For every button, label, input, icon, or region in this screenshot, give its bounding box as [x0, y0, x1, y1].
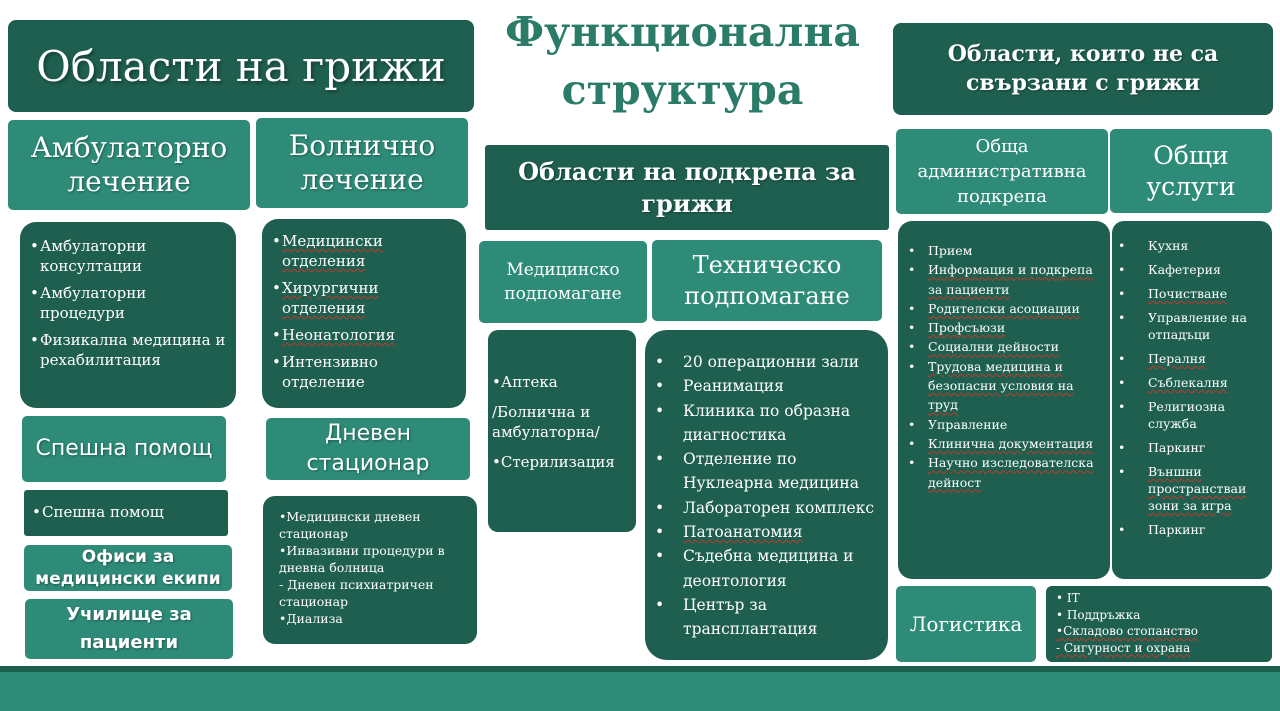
list-item: •Медицински дневен стационар	[279, 509, 421, 541]
list-item: • Амбулаторни консултации	[30, 236, 228, 276]
ambulatory-list	[30, 236, 228, 370]
list-item: Кухня	[1148, 238, 1189, 253]
medical-support-title: Медицинско подпомагане	[504, 260, 622, 304]
page-title-line-2: структура	[561, 66, 804, 114]
technical-support-title-box	[652, 240, 882, 321]
list-item: Родителски асоциации	[928, 300, 1080, 316]
general-services-title-box	[1110, 129, 1272, 213]
list-item: Медицински отделения	[282, 232, 383, 270]
list-item: • Спешна помощ	[32, 503, 228, 521]
hospital-title-box	[256, 118, 468, 208]
non-care-header	[893, 23, 1273, 115]
technical-support-list-box	[645, 330, 888, 660]
list-item: • Поддръжка	[1056, 607, 1141, 622]
list-item: • Амбулаторни процедури	[30, 283, 228, 323]
medical-support-title-box	[479, 241, 647, 323]
list-item: - Сигурност и охрана	[1056, 640, 1191, 655]
support-header-label: Области на подкрепа за грижи	[518, 156, 856, 218]
list-item: Информация и подкрепа за пациенти	[928, 262, 1093, 297]
support-header	[485, 145, 889, 230]
hospital-list-box	[262, 219, 466, 408]
technical-support-title: Техническо подпомагане	[684, 250, 850, 310]
list-item: Реанимация	[683, 377, 784, 396]
medical-support-list-box	[488, 330, 636, 532]
list-item: •Инвазивни процедури в дневна болница	[279, 543, 445, 575]
list-item: Религиозна служба	[1148, 399, 1226, 431]
day-stationary-title: Дневен стационар	[306, 421, 430, 476]
list-item: •Стерилизация	[492, 453, 615, 471]
care-areas-header-label: Области на грижи	[36, 41, 446, 91]
list-item: •Складово стопанство	[1056, 624, 1199, 638]
emergency-item-box	[24, 490, 228, 536]
list-item: Патоанатомия	[683, 523, 803, 542]
school-label: Училище за пациенти	[66, 604, 192, 653]
list-item: Външни пространстваи зони за игра	[1148, 464, 1247, 513]
list-item: 20 операционни зали	[683, 353, 860, 371]
list-item: Център за трансплантация	[683, 595, 818, 639]
list-item: Управление	[928, 416, 1008, 432]
emergency-title-box	[22, 416, 226, 482]
list-item: Съблекалня	[1148, 375, 1228, 390]
list-item: Съдебна медицина и деонтология	[683, 547, 854, 590]
list-item: - Дневен психиатричен стационар	[279, 577, 434, 609]
logistics-list-box	[1046, 586, 1272, 662]
list-item: Паркинг	[1148, 440, 1206, 455]
hospital-list	[272, 231, 458, 392]
list-item: Трудова медицина и безопасни условия на труд	[928, 358, 1074, 413]
list-item: Кафетерия	[1148, 262, 1221, 277]
non-care-header-label: Области, които не са свързани с грижи	[947, 41, 1219, 96]
list-item: Отделение по Нуклеарна медицина	[683, 450, 859, 493]
general-services-list-box	[1112, 221, 1272, 579]
ambulatory-title-box	[8, 120, 250, 210]
day-stationary-title-box	[266, 418, 470, 480]
list-item: Пералня	[1148, 351, 1206, 366]
list-item: Неонатология	[282, 326, 396, 344]
page-title-line-1: Функционална	[505, 8, 860, 56]
admin-support-title-box	[896, 129, 1108, 214]
list-item: Управление на отпадъци	[1148, 310, 1248, 342]
offices-box	[24, 545, 232, 591]
care-areas-header	[8, 20, 474, 112]
footer-bar	[0, 672, 1280, 711]
list-item: Прием	[928, 243, 973, 258]
list-item: Почистване	[1148, 286, 1228, 301]
list-item: Лабораторен комплекс	[683, 498, 875, 517]
emergency-title: Спешна помощ	[35, 436, 213, 461]
ambulatory-list-box	[20, 222, 236, 408]
list-item: Научно изследователска дейност	[928, 455, 1094, 490]
logistics-title: Логистика	[909, 612, 1023, 636]
logistics-title-box	[896, 586, 1036, 662]
offices-label: Офиси за медицински екипи	[35, 547, 221, 589]
list-item: /Болнична и амбулаторна/	[492, 403, 600, 441]
hospital-title: Болнично лечение	[288, 129, 436, 196]
list-item: Клинична документация	[928, 435, 1094, 451]
list-item: Паркинг	[1148, 522, 1206, 537]
admin-support-title: Обща административна подкрепа	[917, 136, 1087, 207]
list-item: Клиника по образна диагностика	[683, 401, 851, 444]
list-item: • IT	[1056, 591, 1080, 605]
page-title	[490, 3, 875, 123]
list-item: • Физикална медицина и рехабилитация	[30, 330, 228, 370]
ambulatory-title: Амбулаторно лечение	[30, 131, 228, 198]
list-item: Социални дейности	[928, 339, 1060, 355]
general-services-title: Общи услуги	[1146, 141, 1236, 201]
admin-support-list-box	[898, 221, 1110, 579]
school-box	[25, 599, 233, 659]
day-stationary-list-box	[263, 496, 477, 644]
list-item: Интензивно отделение	[282, 353, 378, 391]
list-item: •Диализа	[279, 611, 343, 626]
list-item: •Аптека	[492, 373, 558, 391]
list-item: Хирургични отделения	[282, 279, 379, 317]
list-item: Профсъюзи	[928, 320, 1006, 336]
